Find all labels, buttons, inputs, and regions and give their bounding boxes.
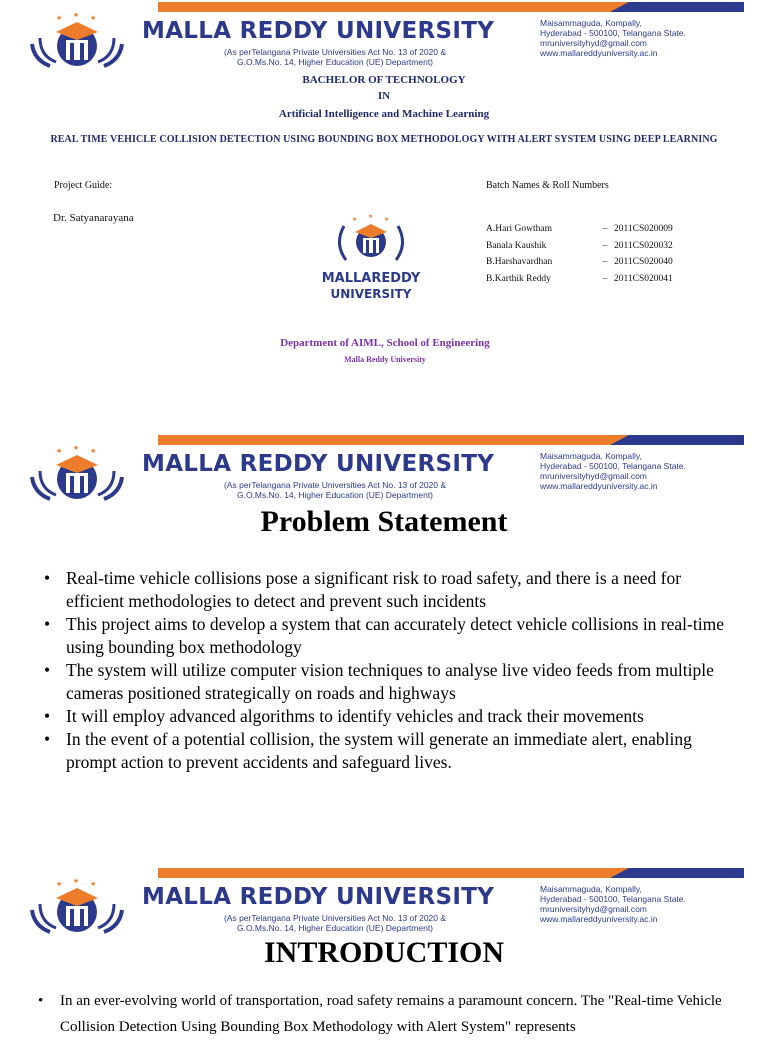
guide-name: Dr. Satyanarayana (53, 212, 134, 224)
list-item: • In an ever-evolving world of transportation, road safety remains a paramount concern. The "Real-time Vehicle Collision Detection Using Bounding Box Methodology with Alert System" represents (38, 988, 738, 1040)
student-row: B.Harshavardhan – 2011CS020040 (486, 257, 673, 267)
list-item: • It will employ advanced algorithms to identify vehicles and track their movements (44, 705, 734, 728)
navy-stripe (610, 435, 744, 445)
logo-text-line2: UNIVERSITY (330, 287, 412, 301)
slide-heading: Problem Statement (260, 505, 508, 538)
svg-text:★: ★ (368, 214, 374, 220)
university-crest-icon (26, 443, 128, 501)
student-row: B.Karthik Reddy – 2011CS020041 (486, 273, 673, 284)
address-block: Maisammaguda, Kompally, Hyderabad - 500100, Telangana State. mruniversityhyd@gmail.com www.mallareddyuniversity.ac.in (540, 451, 686, 491)
list-item: • Real-time vehicle collisions pose a significant risk to road safety, and there is a need for efficient methodologies to detect and prevent such incidents (44, 567, 734, 613)
letterhead (0, 0, 768, 70)
svg-text:★: ★ (90, 14, 97, 22)
address-block: Maisammaguda, Kompally, Hyderabad - 500100, Telangana State. mruniversityhyd@gmail.com www.mallareddyuniversity.ac.in (540, 884, 686, 924)
svg-text:★: ★ (90, 447, 97, 455)
guide-label: Project Guide: (54, 180, 113, 191)
act-reference: (As perTelangana Private Universities Act No. 13 of 2020 & G.O.Ms.No. 14, Higher Education (UE) Department) (223, 480, 447, 500)
act-reference: (As perTelangana Private Universities Act No. 13 of 2020 & G.O.Ms.No. 14, Higher Education (UE) Department) (223, 47, 447, 67)
email-text: mruniversityhyd@gmail.com (540, 471, 647, 481)
letterhead (0, 433, 768, 503)
logo-text-line1: MALLAREDDY (321, 271, 421, 286)
project-title: REAL TIME VEHICLE COLLISION DETECTION USING BOUNDING BOX METHODOLOGY WITH ALERT SYSTEM USING DEEP LEARNING (50, 134, 718, 145)
mallareddy-logo-icon (321, 212, 421, 304)
list-item: • This project aims to develop a system that can accurately detect vehicle collisions in real-time using bounding box methodology (44, 613, 734, 659)
problem-statement-slide (0, 433, 768, 833)
batch-label: Batch Names & Roll Numbers (486, 180, 609, 191)
svg-text:★: ★ (56, 880, 63, 888)
university-name: MALLA REDDY UNIVERSITY (142, 451, 495, 477)
degree-block: BACHELOR OF TECHNOLOGY IN Artificial Intelligence and Machine Learning (278, 74, 490, 120)
list-item: • The system will utilize computer vision techniques to analyse live video feeds from multiple cameras positioned strategically on roads and highways (44, 659, 734, 705)
email-text: mruniversityhyd@gmail.com (540, 904, 647, 914)
student-list (486, 221, 736, 287)
university-crest-icon (26, 876, 128, 934)
university-name: MALLA REDDY UNIVERSITY (142, 884, 495, 910)
introduction-slide (0, 866, 768, 1035)
svg-text:★: ★ (56, 447, 63, 455)
svg-text:★: ★ (384, 217, 390, 223)
university-footer: Malla Reddy University (344, 355, 426, 364)
slide-heading: INTRODUCTION (263, 936, 505, 969)
website-text: www.mallareddyuniversity.ac.in (540, 914, 658, 924)
svg-text:★: ★ (73, 11, 80, 19)
navy-stripe (610, 868, 744, 878)
introduction-bullets (38, 988, 738, 1040)
website-text: www.mallareddyuniversity.ac.in (540, 481, 658, 491)
website-text: www.mallareddyuniversity.ac.in (540, 48, 658, 58)
act-reference: (As perTelangana Private Universities Act No. 13 of 2020 & G.O.Ms.No. 14, Higher Education (UE) Department) (223, 913, 447, 933)
problem-bullets (44, 567, 734, 774)
list-item: • In the event of a potential collision, the system will generate an immediate alert, enabling prompt action to prevent accidents and safeguard lives. (44, 728, 734, 774)
navy-stripe (610, 2, 744, 12)
svg-text:★: ★ (73, 444, 80, 452)
svg-text:★: ★ (73, 877, 80, 885)
email-text: mruniversityhyd@gmail.com (540, 38, 647, 48)
department-name: Department of AIML, School of Engineering (280, 337, 490, 349)
student-row: A.Hari Gowtham – 2011CS020009 (486, 224, 673, 234)
svg-text:★: ★ (90, 880, 97, 888)
svg-text:★: ★ (56, 14, 63, 22)
address-block: Maisammaguda, Kompally, Hyderabad - 500100, Telangana State. mruniversityhyd@gmail.com www.mallareddyuniversity.ac.in (540, 18, 686, 58)
university-name: MALLA REDDY UNIVERSITY (142, 18, 495, 44)
title-slide (0, 0, 768, 420)
letterhead (0, 866, 768, 936)
university-crest-icon (26, 10, 128, 68)
svg-text:★: ★ (352, 217, 358, 223)
student-row: Banala Kaushik – 2011CS020032 (486, 240, 673, 251)
